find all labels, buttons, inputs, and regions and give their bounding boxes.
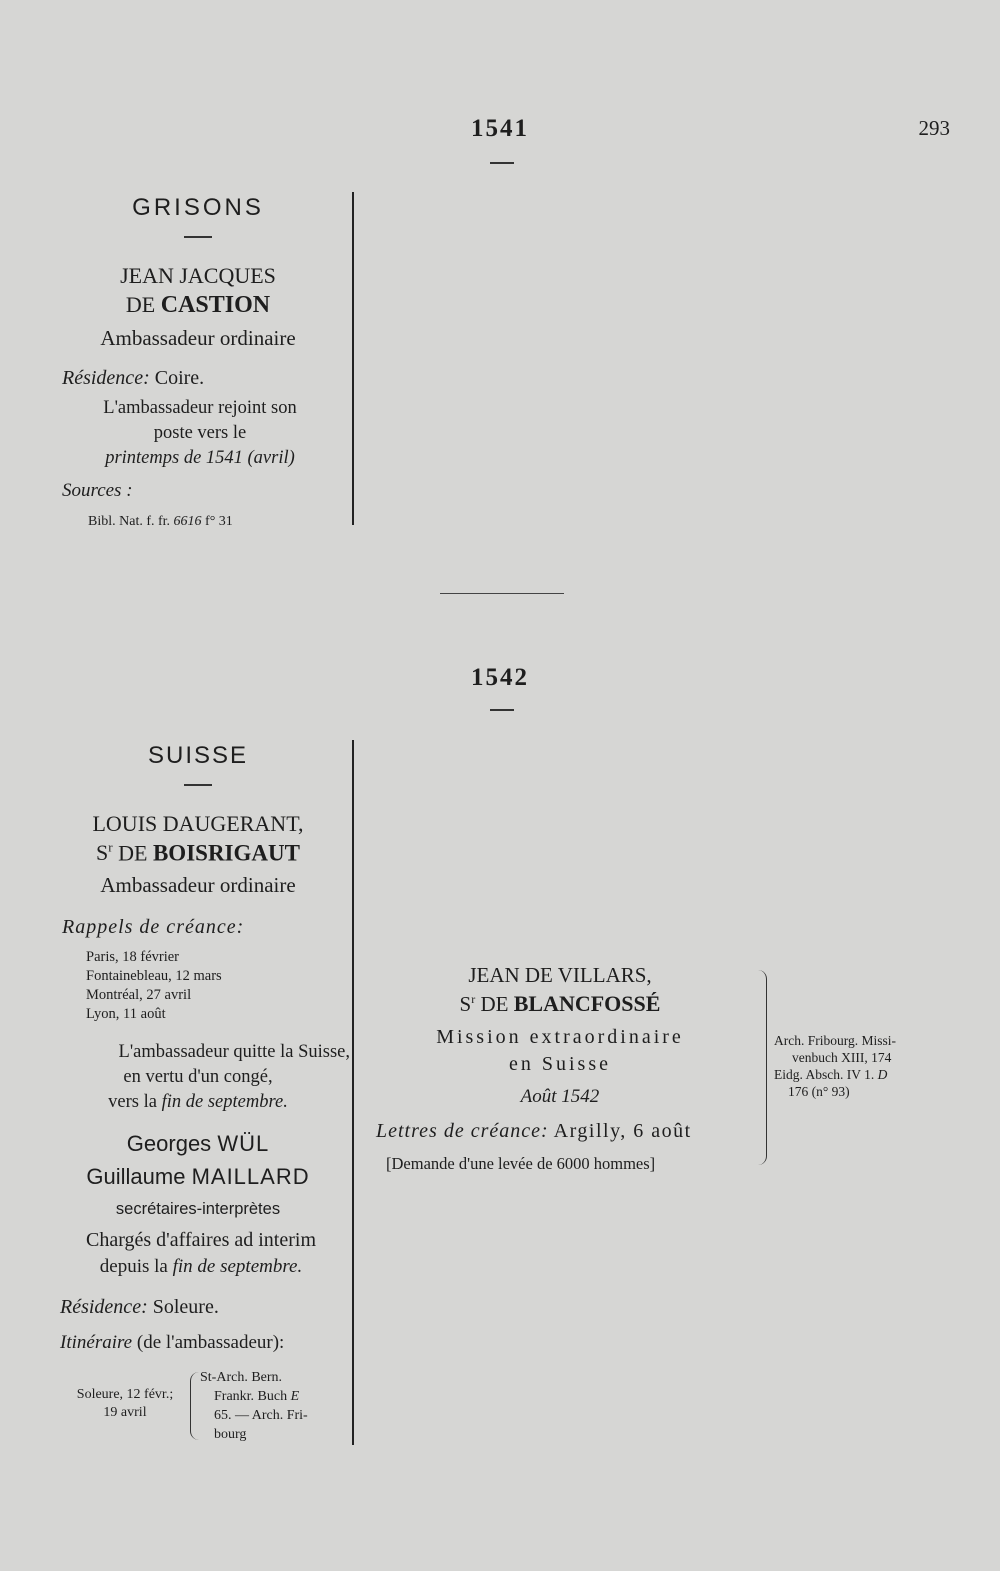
suisse-charges-line1: Chargés d'affaires ad interim <box>85 1229 316 1251</box>
grisons-sources-b: 6616 <box>173 514 202 529</box>
grisons-note-line2: poste vers le <box>153 423 247 443</box>
mission-name-blancfosse: BLANCFOSSÉ <box>513 991 661 1016</box>
grisons-residence-label: Résidence: <box>62 367 150 389</box>
itin-right-line2 <box>200 1387 350 1406</box>
mission-source-line3 <box>774 1066 954 1083</box>
suisse-rappels-list <box>86 948 326 1024</box>
secretary-2-first: Guillaume <box>86 1164 186 1189</box>
itin-right-line2a: Frankr. Buch <box>214 1389 288 1404</box>
grisons-sources-a: Bibl. Nat. f. fr. <box>88 514 171 529</box>
page-number: 293 <box>918 116 950 140</box>
suisse-rappels-label: Rappels de créance: <box>62 916 245 938</box>
mission-name-de: DE <box>480 992 509 1016</box>
suisse-note-line2: en vertu d'un congé, <box>123 1067 273 1087</box>
suisse-name-boisrigaut: BOISRIGAUT <box>152 840 300 866</box>
itineraire-left <box>60 1386 190 1422</box>
suisse-note-line3a: vers la <box>108 1092 157 1112</box>
secretary-2 <box>62 1164 334 1190</box>
grisons-note-line1: L'ambassadeur rejoint son <box>103 398 297 418</box>
suisse-charges-line2 <box>56 1256 346 1278</box>
itin-right-line3: 65. — Arch. Fri- <box>214 1408 308 1423</box>
secretary-2-last: MAILLARD <box>191 1164 310 1189</box>
year-heading-1542: 1542 <box>471 664 529 691</box>
grisons-sources-text <box>88 514 338 530</box>
itineraire-brace <box>190 1372 199 1440</box>
suisse-residence-value: Soleure. <box>152 1296 219 1318</box>
rappel-item: Lyon, 11 août <box>86 1006 166 1022</box>
mission-source-line3a: Eidg. Absch. IV 1. <box>774 1067 875 1082</box>
suisse-column-rule <box>352 740 354 1445</box>
mission-sources <box>774 1032 954 1100</box>
mission-source-line4: 176 (n° 93) <box>788 1084 850 1099</box>
mission-name-line1: JEAN DE VILLARS, <box>468 963 652 987</box>
mission-source-line3b: D <box>877 1067 888 1082</box>
mission-source-brace <box>758 970 767 1165</box>
grisons-role: Ambassadeur ordinaire <box>100 326 296 350</box>
year-heading-1541: 1541 <box>471 115 529 142</box>
suisse-itineraire-label: Itinéraire <box>60 1332 133 1353</box>
suisse-note-line3 <box>70 1092 326 1113</box>
suisse-note-line1: L'ambassadeur quitte la Suisse, <box>118 1042 350 1062</box>
itin-left-line1: Soleure, 12 févr.; <box>76 1387 174 1402</box>
suisse-name-sr: $S^r$ <box>96 840 113 866</box>
grisons-dash <box>184 236 212 238</box>
grisons-sources-c: f° 31 <box>205 514 233 529</box>
suisse-charges-line2b: fin de septembre. <box>172 1256 303 1277</box>
secretary-1-first: Georges <box>126 1131 212 1156</box>
grisons-name-line2 <box>78 292 318 319</box>
grisons-note-line3: printemps de 1541 (avril) <box>105 448 295 468</box>
suisse-note-line3b: fin de septembre. <box>161 1092 288 1112</box>
secretary-1-last: WÜL <box>217 1131 270 1156</box>
grisons-residence <box>62 367 342 390</box>
mission-name-sr: $S^r$ <box>459 992 476 1016</box>
rappel-item: Fontainebleau, 12 mars <box>86 968 222 984</box>
itin-right-line2b: E <box>290 1389 300 1404</box>
mission-line2: en Suisse <box>509 1053 611 1075</box>
mission-lettres-label: Lettres de créance: <box>376 1120 549 1142</box>
grisons-name-castion: CASTION <box>160 292 271 318</box>
suisse-dash <box>184 784 212 786</box>
secretaries-role: secrétaires-interprètes <box>115 1200 281 1218</box>
secretary-1 <box>70 1131 326 1157</box>
mission-lettres-value: Argilly, 6 août <box>553 1120 692 1142</box>
grisons-residence-value: Coire. <box>154 367 205 389</box>
itin-right-line4: bourg <box>214 1427 247 1442</box>
grisons-column-rule <box>352 192 354 525</box>
suisse-residence <box>60 1296 340 1319</box>
year-dash-1542 <box>490 709 514 711</box>
country-heading-suisse: SUISSE <box>147 742 249 769</box>
grisons-name-de: DE <box>125 292 156 317</box>
rappel-item: Montréal, 27 avril <box>86 987 192 1003</box>
suisse-charges-line2a: depuis la <box>99 1256 168 1277</box>
mission-lettres <box>376 1120 766 1143</box>
grisons-name-line1: JEAN JACQUES <box>120 263 276 288</box>
suisse-itineraire-paren: (de l'ambassadeur): <box>136 1332 285 1353</box>
grisons-sources-label: Sources : <box>62 480 133 501</box>
itin-right-line1: St-Arch. Bern. <box>200 1370 283 1385</box>
country-heading-grisons: GRISONS <box>132 194 264 221</box>
mission-date: Août 1542 <box>520 1086 600 1107</box>
suisse-itineraire <box>60 1332 350 1354</box>
section-separator-rule <box>440 593 564 594</box>
suisse-name-de: DE <box>118 840 148 866</box>
mission-name-line2 <box>400 991 720 1017</box>
itineraire-right <box>200 1368 350 1444</box>
year-dash-1541 <box>490 162 514 164</box>
mission-demande: [Demande d'une levée de 6000 hommes] <box>386 1154 656 1173</box>
suisse-role: Ambassadeur ordinaire <box>100 873 296 897</box>
rappel-item: Paris, 18 février <box>86 949 180 965</box>
suisse-name-line1: LOUIS DAUGERANT, <box>92 811 304 836</box>
suisse-name-line2 <box>70 840 326 866</box>
mission-line1: Mission extraordinaire <box>436 1026 684 1048</box>
mission-source-line2: venbuch XIII, 174 <box>792 1050 892 1065</box>
itin-left-line2: 19 avril <box>103 1405 147 1420</box>
suisse-residence-label: Résidence: <box>60 1296 148 1318</box>
mission-source-line1: Arch. Fribourg. Missi- <box>774 1033 897 1048</box>
